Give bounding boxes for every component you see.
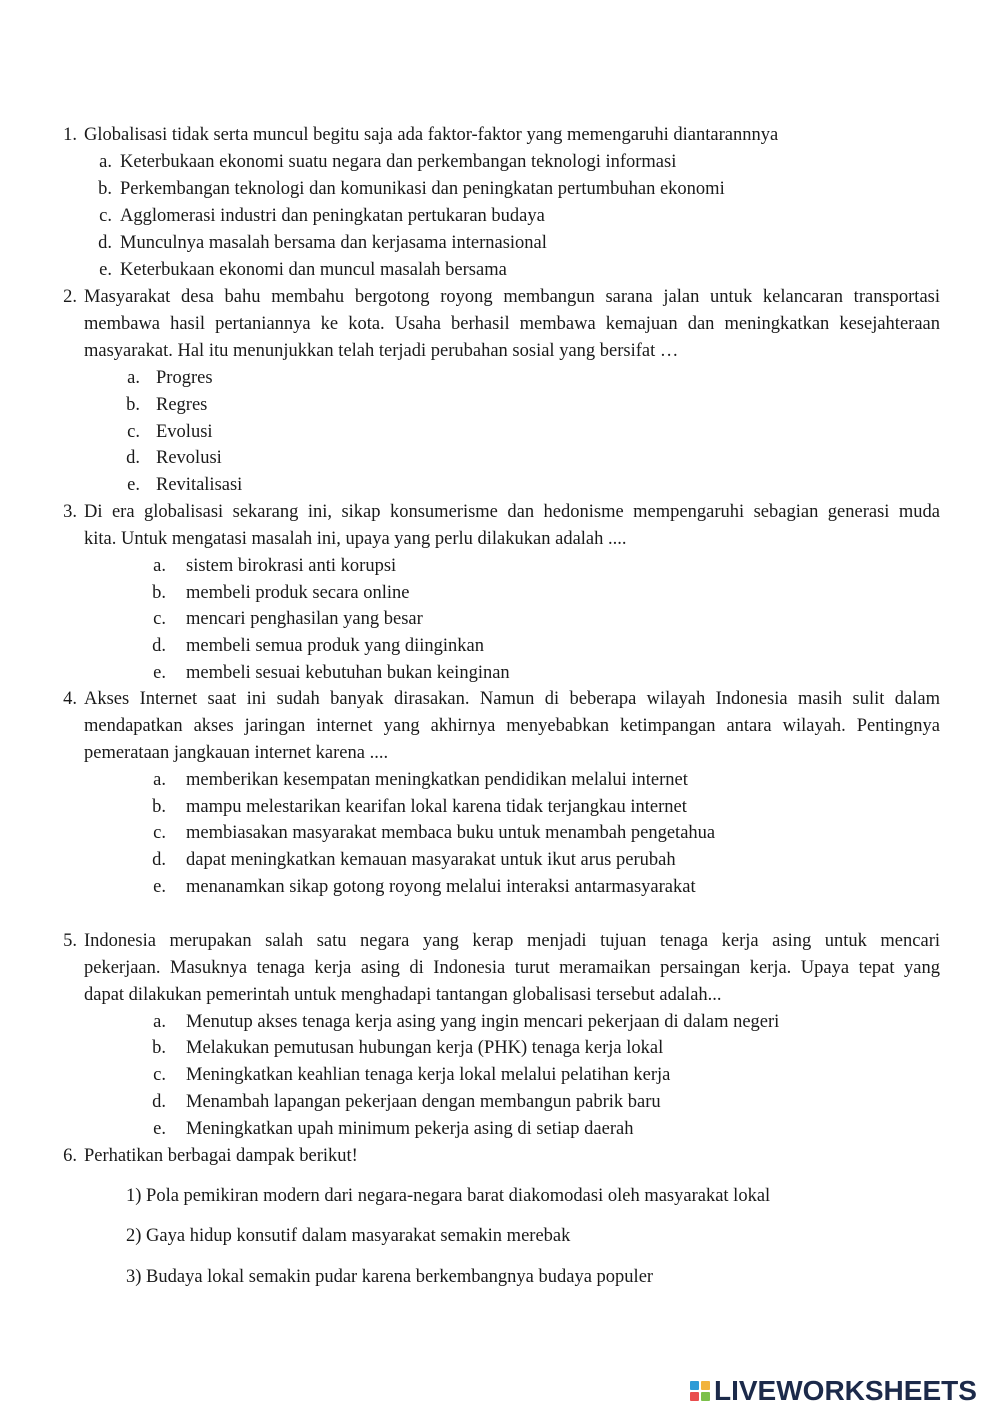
- q5-option-e-letter: e.: [153, 1119, 166, 1139]
- q3-option-b-letter: b.: [152, 583, 166, 603]
- q5-option-b-letter: b.: [152, 1038, 166, 1058]
- question-4-text-line-2: mendapatkan akses jaringan internet yang akhirnya menyebabkan ketimpangan antara wilayah. Pentingnya: [84, 716, 940, 736]
- q6-statement-1: 1) Pola pemikiran modern dari negara-negara barat diakomodasi oleh masyarakat lokal: [126, 1186, 771, 1206]
- q6-statement-2: 2) Gaya hidup konsutif dalam masyarakat semakin merebak: [126, 1226, 571, 1246]
- question-5-text-line-2: pekerjaan. Masuknya tenaga kerja asing di Indonesia turut meramaikan persaingan kerja. Upaya tepat yang: [84, 958, 940, 978]
- q3-option-c: mencari penghasilan yang besar: [186, 609, 423, 629]
- liveworksheets-logo: [690, 1375, 977, 1407]
- q5-option-c: Meningkatkan keahlian tenaga kerja lokal melalui pelatihan kerja: [186, 1065, 671, 1085]
- q1-option-d: Munculnya masalah bersama dan kerjasama internasional: [120, 233, 547, 253]
- question-3-text-line-1: Di era globalisasi sekarang ini, sikap konsumerisme dan hedonisme mempengaruhi sebagian generasi muda: [84, 502, 940, 522]
- question-3-text-line-2: kita. Untuk mengatasi masalah ini, upaya yang perlu dilakukan adalah ....: [84, 529, 627, 549]
- q1-option-c: Agglomerasi industri dan peningkatan pertukaran budaya: [120, 206, 545, 226]
- q3-option-d: membeli semua produk yang diinginkan: [186, 636, 484, 656]
- q2-option-a: Progres: [156, 368, 213, 388]
- question-2-text-line-1: Masyarakat desa bahu membahu bergotong royong membangun sarana jalan untuk kelancaran transportasi: [84, 287, 940, 307]
- logo-square-green: [701, 1392, 710, 1401]
- q4-option-e-letter: e.: [153, 877, 166, 897]
- q1-option-a: Keterbukaan ekonomi suatu negara dan perkembangan teknologi informasi: [120, 152, 677, 172]
- question-2-text-line-3: masyarakat. Hal itu menunjukkan telah terjadi perubahan sosial yang bersifat …: [84, 341, 679, 361]
- question-4-text-line-3: pemerataan jangkauan internet karena ....: [84, 743, 389, 763]
- q1-option-a-letter: a.: [99, 152, 112, 172]
- q2-option-b: Regres: [156, 395, 208, 415]
- q4-option-a: memberikan kesempatan meningkatkan pendidikan melalui internet: [186, 770, 688, 790]
- question-5-text-line-3: dapat dilakukan pemerintah untuk menghadapi tantangan globalisasi tersebut adalah...: [84, 985, 722, 1005]
- q5-option-a-letter: a.: [153, 1012, 166, 1032]
- q2-option-d-letter: d.: [126, 448, 140, 468]
- q4-option-d-letter: d.: [152, 850, 166, 870]
- q5-option-b: Melakukan pemutusan hubungan kerja (PHK) tenaga kerja lokal: [186, 1038, 664, 1058]
- logo-square-red: [690, 1392, 699, 1401]
- question-4-number: 4.: [63, 689, 77, 709]
- question-2-number: 2.: [63, 287, 77, 307]
- question-3-number: 3.: [63, 502, 77, 522]
- q5-option-d-letter: d.: [152, 1092, 166, 1112]
- q4-option-c: membiasakan masyarakat membaca buku untuk menambah pengetahua: [186, 823, 716, 843]
- q2-option-b-letter: b.: [126, 395, 140, 415]
- q5-option-e: Meningkatkan upah minimum pekerja asing di setiap daerah: [186, 1119, 634, 1139]
- logo-square-yellow: [701, 1381, 710, 1390]
- logo-square-blue: [690, 1381, 699, 1390]
- q4-option-b-letter: b.: [152, 797, 166, 817]
- q3-option-b: membeli produk secara online: [186, 583, 410, 603]
- q2-option-d: Revolusi: [156, 448, 222, 468]
- q5-option-c-letter: c.: [153, 1065, 166, 1085]
- q3-option-c-letter: c.: [153, 609, 166, 629]
- q1-option-b-letter: b.: [98, 179, 112, 199]
- q3-option-a-letter: a.: [153, 556, 166, 576]
- question-5-number: 5.: [63, 931, 77, 951]
- q6-statement-3: 3) Budaya lokal semakin pudar karena berkembangnya budaya populer: [126, 1267, 654, 1287]
- question-1-text: Globalisasi tidak serta muncul begitu saja ada faktor-faktor yang memengaruhi diantarannnya: [84, 125, 779, 145]
- q2-option-e-letter: e.: [127, 475, 140, 495]
- q1-option-b: Perkembangan teknologi dan komunikasi dan peningkatan pertumbuhan ekonomi: [120, 179, 725, 199]
- q2-option-a-letter: a.: [127, 368, 140, 388]
- q3-option-e-letter: e.: [153, 663, 166, 683]
- q1-option-e: Keterbukaan ekonomi dan muncul masalah bersama: [120, 260, 507, 280]
- q2-option-c: Evolusi: [156, 422, 213, 442]
- question-6-text: Perhatikan berbagai dampak berikut!: [84, 1146, 358, 1166]
- liveworksheets-logo-icon: [690, 1381, 710, 1401]
- question-6-number: 6.: [63, 1146, 77, 1166]
- q5-option-a: Menutup akses tenaga kerja asing yang ingin mencari pekerjaan di dalam negeri: [186, 1012, 780, 1032]
- q3-option-e: membeli sesuai kebutuhan bukan keinginan: [186, 663, 510, 683]
- question-5-text-line-1: Indonesia merupakan salah satu negara yang kerap menjadi tujuan tenaga kerja asing untuk mencari: [84, 931, 940, 951]
- q2-option-c-letter: c.: [127, 422, 140, 442]
- q1-option-e-letter: e.: [99, 260, 112, 280]
- q2-option-e: Revitalisasi: [156, 475, 243, 495]
- question-4-text-line-1: Akses Internet saat ini sudah banyak dirasakan. Namun di beberapa wilayah Indonesia masih sulit dalam: [84, 689, 940, 709]
- q4-option-b: mampu melestarikan kearifan lokal karena tidak terjangkau internet: [186, 797, 687, 817]
- q4-option-c-letter: c.: [153, 823, 166, 843]
- q3-option-a: sistem birokrasi anti korupsi: [186, 556, 397, 576]
- q4-option-a-letter: a.: [153, 770, 166, 790]
- q3-option-d-letter: d.: [152, 636, 166, 656]
- question-2-text-line-2: membawa hasil pertaniannya ke kota. Usaha berhasil membawa kemajuan dan meningkatkan kesejahteraan: [84, 314, 940, 334]
- question-1-number: 1.: [63, 125, 77, 145]
- q4-option-e: menanamkan sikap gotong royong melalui interaksi antarmasyarakat: [186, 877, 696, 897]
- q1-option-d-letter: d.: [98, 233, 112, 253]
- liveworksheets-logo-text: LIVEWORKSHEETS: [714, 1375, 977, 1406]
- q1-option-c-letter: c.: [99, 206, 112, 226]
- q5-option-d: Menambah lapangan pekerjaan dengan membangun pabrik baru: [186, 1092, 661, 1112]
- q4-option-d: dapat meningkatkan kemauan masyarakat untuk ikut arus perubah: [186, 850, 676, 870]
